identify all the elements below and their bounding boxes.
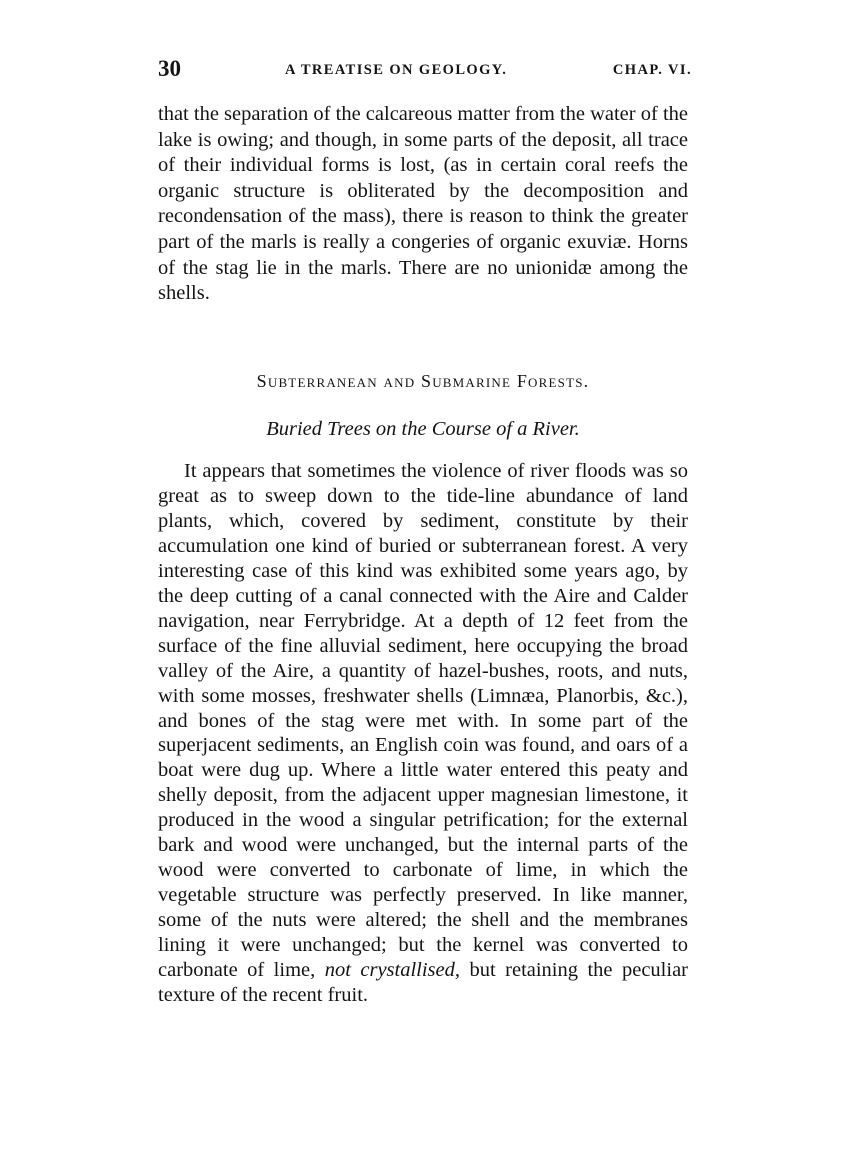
section-subheading: Buried Trees on the Course of a River. [266,418,580,440]
paragraph-continuation: that the separation of the calcareous matter from the water of the lake is owing; and though, in some parts of the deposit, all trace of their individual forms is lost, (as in certain coral reefs the organic structure is obliterated by the decomposition and recondensation of the mass), there is reason to think the greater part of the marls is really a congeries of organic exuviæ. Horns of the stag lie in the marls. There are no unionidæ among the shells. [158,103,688,305]
page-header [158,56,692,90]
section-heading: Subterranean and Submarine Forests. [256,371,590,391]
paragraph-text-end: but retaining the peculiar texture of the recent fruit. [158,959,688,1007]
running-title: A TREATISE ON GEOLOGY. [285,62,508,78]
chapter-label: CHAP. VI. [612,62,692,78]
italic-phrase: not crystallised, [324,959,461,982]
page-number: 30 [158,56,181,81]
paragraph-text: It appears that sometimes the violence of river floods was so great as to sweep down to the tide-line abundance of land plants, which, covered by sediment, constitute by their accumulation one kind of buried or subterranean forest. A very interesting case of this kind was exhibited some years ago, by the deep cutting of a canal connected with the Aire and Calder navigation, near Ferrybridge. At a depth of 12 feet from the surface of the fine alluvial sediment, here occupying the broad valley of the Aire, a quantity of hazel-bushes, roots, and nuts, with some mosses, freshwater shells (Limnæa, Planorbis, &c.), and bones of the stag were met with. In some part of the superjacent sediments, an English coin was found, and oars of a boat were dug up. Where a little water entered this peaty and shelly deposit, from the adjacent upper magnesian limestone, it produced in the wood a singular petrification; for the external bark and wood were unchanged, but the internal parts of the wood were converted to carbonate of lime, in which the vegetable structure was perfectly preserved. In like manner, some of the nuts were altered; the shell and the membranes lining it were unchanged; but the kernel was converted to carbonate of lime, [158,460,688,982]
body-paragraph [158,459,688,1008]
